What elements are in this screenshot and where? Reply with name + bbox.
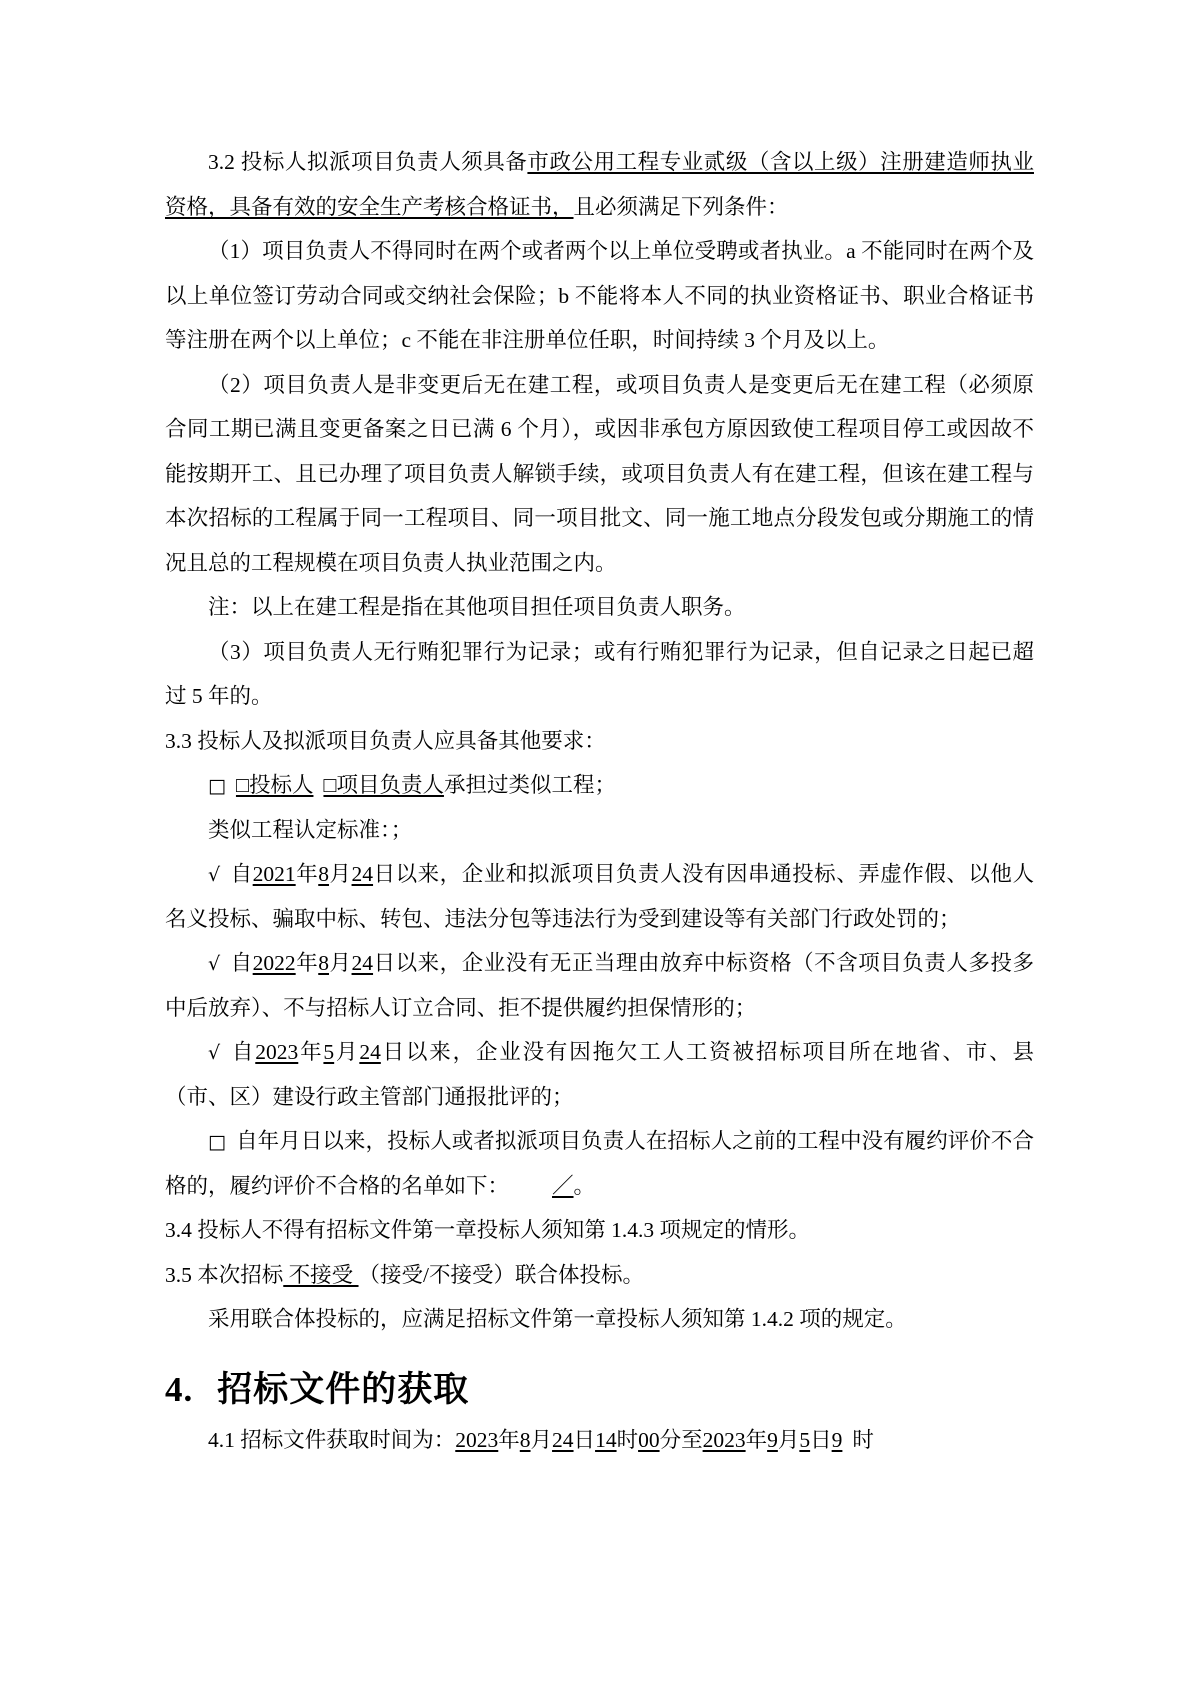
label-year: 年 (298, 1040, 324, 1064)
text-segment: （接受/不接受）联合体投标。 (358, 1262, 645, 1287)
paragraph-3-2-note: 注：以上在建工程是指在其他项目担任项目负责人职务。 (208, 595, 746, 619)
text-segment: 3.5 本次招标 (165, 1262, 284, 1287)
checkbox-line-performance-evaluation (165, 1119, 1034, 1208)
tick-item-2-month[interactable]: 8 (318, 951, 329, 975)
paragraph-3-3: 3.3 投标人及拟派项目负责人应具备其他要求： (165, 728, 606, 753)
label-year: 年 (498, 1428, 520, 1452)
label-month: 月 (334, 1040, 360, 1064)
checkbox-line-tail: 承担过类似工程； (443, 773, 616, 797)
joint-bid-acceptance-value[interactable]: 不接受 (283, 1262, 359, 1287)
performance-evaluation-text: 自年月日以来，投标人或者拟派项目负责人在招标人之前的工程中没有履约评价不合格的，履约评价不合格的名单如下： (165, 1129, 1034, 1198)
section-heading-number: 4. (165, 1369, 194, 1409)
label-day: 日 (810, 1428, 832, 1452)
tick-item-1-year[interactable]: 2021 (252, 862, 296, 886)
tick-item-3-month[interactable]: 5 (323, 1040, 335, 1064)
checkbox-option-bidder[interactable]: □投标人 (235, 773, 314, 797)
label-month: 月 (777, 1428, 800, 1452)
tick-item-prefix: 自 (230, 951, 253, 975)
document-body (165, 140, 1034, 1463)
label-month: 月 (328, 862, 352, 886)
check-mark-icon[interactable]: √ (208, 953, 221, 975)
checkbox-option-project-manager[interactable]: □项目负责人 (323, 773, 444, 797)
start-year[interactable]: 2023 (455, 1428, 499, 1452)
start-hour[interactable]: 14 (595, 1428, 617, 1452)
end-hour[interactable]: 9 (831, 1428, 843, 1452)
paragraph-4-1 (165, 1418, 1034, 1463)
checkbox-unchecked-icon[interactable]: □ (208, 1131, 227, 1153)
start-month[interactable]: 8 (519, 1428, 531, 1452)
text-segment-underlined: 市政公用工程专业贰级（含以上级）注册建造师执业资格，具备有效的安全生产考核合格证书， (165, 150, 1034, 219)
tick-item-1-month[interactable]: 8 (318, 862, 329, 886)
tick-item-2-text: 日以来，企业没有无正当理由放弃中标资格（不含项目负责人多投多中后放弃）、不与招标人订立合同、拒不提供履约担保情形的； (165, 951, 1034, 1020)
text-segment: 且必须满足下列条件： (573, 194, 789, 219)
paragraph-3-2 (165, 140, 1034, 229)
checkbox-line-similar-project (165, 763, 1034, 808)
paragraph-3-2-item-2: （2）项目负责人是非变更后无在建工程，或项目负责人是变更后无在建工程（必须原合同工期已满且变更备案之日已满 6 个月），或因非承包方原因致使工程项目停工或因故不能按期开工、且已办理了项目负责人解锁手续，或项目负责人有在建工程，但该在建工程与本次招标的工程属于同一工程项目、同一项目批文、同一施工地点分段发包或分期施工的情况且总的工程规模在项目负责人执业范围之内。 (165, 372, 1034, 575)
paragraph-3-4: 3.4 投标人不得有招标文件第一章投标人须知第 1.4.3 项规定的情形。 (165, 1218, 811, 1242)
paragraph-3-5-sub: 采用联合体投标的，应满足招标文件第一章投标人须知第 1.4.2 项的规定。 (208, 1307, 907, 1331)
tick-item-3 (165, 1030, 1034, 1119)
tick-item-3-year[interactable]: 2023 (255, 1040, 299, 1064)
start-minute[interactable]: 00 (638, 1428, 660, 1452)
end-year[interactable]: 2023 (702, 1428, 746, 1452)
tick-item-3-day[interactable]: 24 (359, 1040, 381, 1064)
tick-item-2 (165, 941, 1034, 1030)
performance-evaluation-tail: 。 (573, 1173, 596, 1198)
end-month[interactable]: 9 (767, 1428, 778, 1452)
section-heading-title: 招标文件的获取 (217, 1369, 470, 1409)
label-month: 月 (530, 1428, 553, 1452)
performance-evaluation-blank[interactable]: ／ (552, 1173, 574, 1198)
label-year: 年 (745, 1428, 768, 1452)
label-month: 月 (328, 951, 352, 975)
start-day[interactable]: 24 (552, 1428, 574, 1452)
text-segment: 3.2 投标人拟派项目负责人须具备 (208, 150, 528, 174)
check-mark-icon[interactable]: √ (208, 864, 221, 886)
paragraph-4-1-prefix: 4.1 招标文件获取时间为： (208, 1428, 456, 1452)
label-year: 年 (295, 862, 319, 886)
tick-item-prefix: 自 (230, 862, 253, 886)
checkbox-unchecked-icon[interactable]: □ (208, 775, 226, 797)
tick-item-prefix: 自 (230, 1040, 256, 1064)
paragraph-3-2-item-3: （3）项目负责人无行贿犯罪行为记录；或有行贿犯罪行为记录，但自记录之日起已超过 5 年的。 (165, 639, 1034, 708)
label-hour: 时 (616, 1428, 639, 1452)
tick-item-3-text: 日以来，企业没有因拖欠工人工资被招标项目所在地省、市、县（市、区）建设行政主管部门通报批评的； (165, 1040, 1034, 1109)
tick-item-2-year[interactable]: 2022 (252, 951, 296, 975)
label-day: 日 (573, 1428, 596, 1452)
section-heading-4 (165, 1364, 1034, 1417)
paragraph-4-1-mid: 分至 (659, 1428, 703, 1452)
paragraph-4-1-suffix: 时 (852, 1428, 874, 1452)
tick-item-1 (165, 852, 1034, 941)
tick-item-1-text: 日以来，企业和拟派项目负责人没有因串通投标、弄虚作假、以他人名义投标、骗取中标、转包、违法分包等违法行为受到建设等有关部门行政处罚的； (165, 862, 1034, 931)
paragraph-3-2-item-1: （1）项目负责人不得同时在两个或者两个以上单位受聘或者执业。a 不能同时在两个及以上单位签订劳动合同或交纳社会保险；b 不能将本人不同的执业资格证书、职业合格证书等注册在两个以上单位；c 不能在非注册单位任职，时间持续 3 个月及以上。 (165, 239, 1034, 352)
label-year: 年 (295, 951, 319, 975)
end-day[interactable]: 5 (799, 1428, 811, 1452)
tick-item-1-day[interactable]: 24 (351, 862, 374, 886)
tick-item-2-day[interactable]: 24 (351, 951, 374, 975)
similar-project-standard-line: 类似工程认定标准：； (208, 817, 413, 842)
paragraph-3-5 (165, 1253, 1034, 1298)
check-mark-icon[interactable]: √ (208, 1042, 221, 1064)
